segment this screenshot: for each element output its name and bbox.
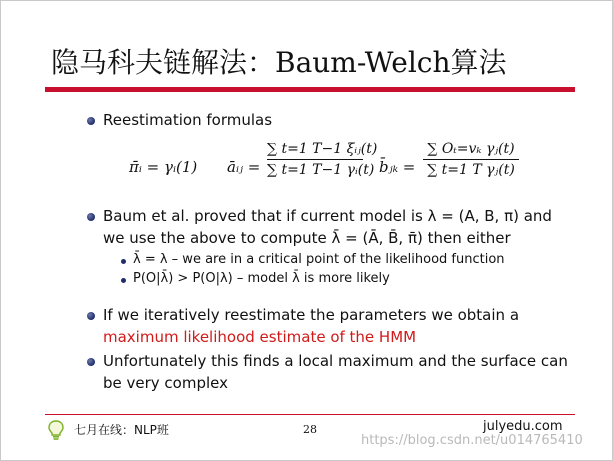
sub-bullet-critical-point: λ̄ = λ – we are in a critical point of the likelihood function bbox=[133, 252, 505, 267]
formula-pi: π̄ᵢ = γᵢ(1) bbox=[129, 158, 198, 176]
bullet-reestimation: Reestimation formulas bbox=[103, 111, 273, 129]
footer-site: julyedu.com bbox=[483, 419, 563, 434]
sub-bullet-more-likely: P(O|λ̄) > P(O|λ) – model λ̄ is more likely bbox=[133, 271, 390, 286]
lightbulb-icon bbox=[47, 419, 65, 441]
watermark: https://blog.csdn.net/u014765410 bbox=[361, 433, 583, 448]
bullet-marker bbox=[87, 117, 95, 125]
bullet-marker bbox=[87, 312, 95, 320]
sub-bullet-marker bbox=[121, 259, 126, 264]
page-number: 28 bbox=[303, 423, 317, 436]
bullet-marker bbox=[87, 358, 95, 366]
bullet-local-max-line1: Unfortunately this finds a local maximum and the surface can bbox=[103, 352, 568, 370]
bullet-iterative-line2: maximum likelihood estimate of the HMM bbox=[103, 328, 417, 346]
bullet-baum-line1: Baum et al. proved that if current model is λ = (A, B, π) and bbox=[103, 207, 552, 225]
bullet-local-max-line2: be very complex bbox=[103, 374, 229, 392]
formula-b-fraction bbox=[423, 141, 519, 178]
bullet-iterative-line1: If we iteratively reestimate the parameters we obtain a bbox=[103, 306, 520, 324]
bullet-baum-line2: we use the above to compute λ̄ = (Ā, B̄, π̄) then either bbox=[103, 229, 511, 247]
footer-course: 七月在线：NLP班 bbox=[74, 423, 169, 437]
formula-a-fraction bbox=[267, 141, 378, 178]
formula-b-numerator: ∑ Oₜ=vₖ γⱼ(t) bbox=[427, 141, 515, 157]
formula-b-denominator: ∑ t=1 T γⱼ(t) bbox=[427, 162, 515, 178]
formula-b-lhs: b̄ⱼₖ = bbox=[379, 158, 416, 176]
sub-bullet-marker bbox=[121, 278, 126, 283]
title-underline bbox=[45, 87, 575, 92]
bullet-marker bbox=[87, 213, 95, 221]
slide-title: 隐马科夫链解法：Baum-Welch算法 bbox=[51, 46, 507, 79]
formula-a-lhs: āᵢⱼ = bbox=[227, 158, 261, 176]
formula-a-numerator: ∑ t=1 T−1 ξᵢⱼ(t) bbox=[267, 141, 378, 157]
formula-a-denominator: ∑ t=1 T−1 γᵢ(t) bbox=[267, 162, 375, 178]
reestimation-formulas bbox=[121, 141, 521, 201]
footer-rule bbox=[45, 414, 575, 415]
